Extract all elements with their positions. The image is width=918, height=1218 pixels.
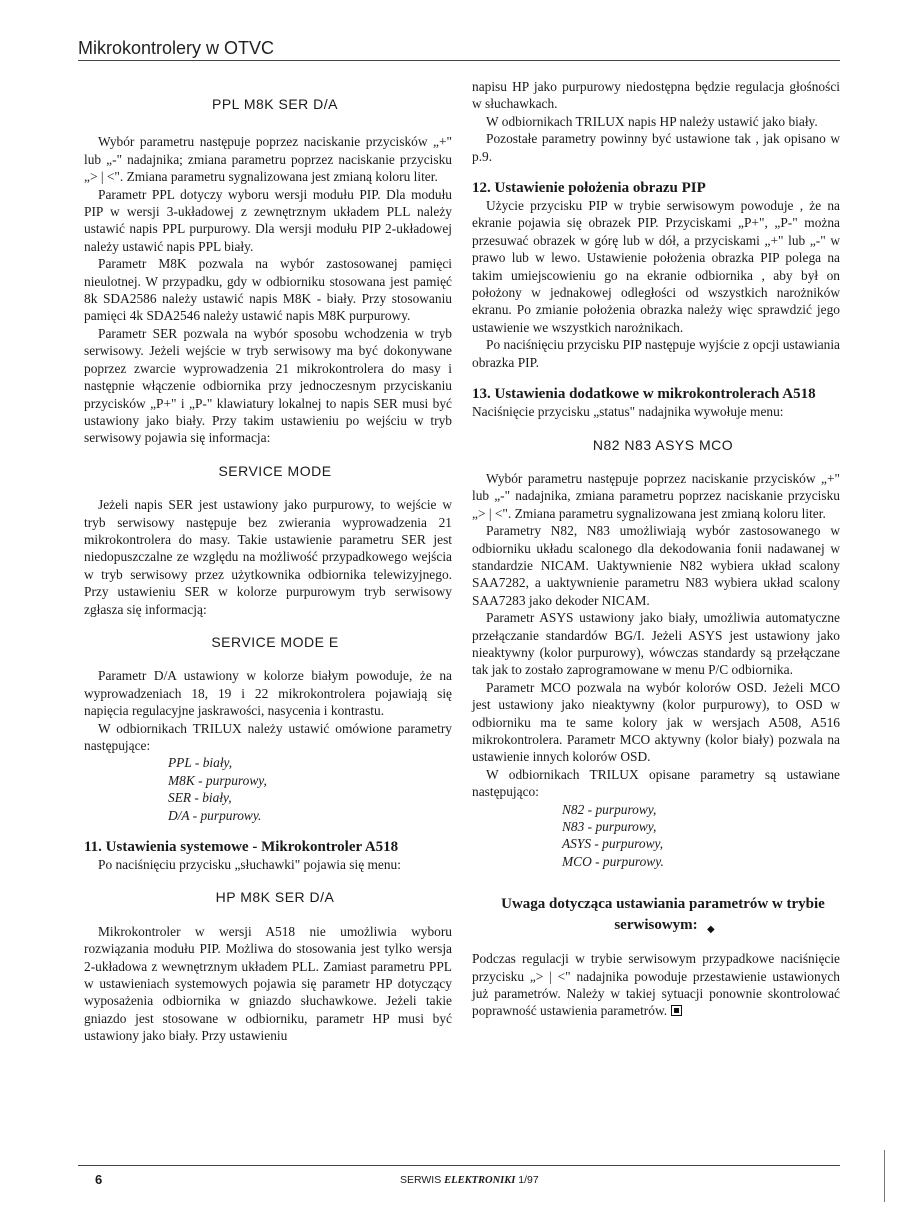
paragraph: Parametr PPL dotyczy wyboru wersji modułu PIP. Dla modułu PIP w wersji 3-układowej z zewnętrznym układem PLL należy ustawić napis PPL purpurowy. Dla wersji modułu PIP 2-układowej należy ustawić napis PPL biały. — [84, 186, 452, 254]
list-item: PPL - biały, — [168, 755, 233, 771]
paragraph: Pozostałe parametry powinny być ustawione tak , jak opisano w p.9. — [472, 131, 840, 164]
publication-name — [400, 1174, 539, 1186]
footer-rule — [78, 1165, 840, 1166]
right-column — [472, 78, 840, 1020]
publication-issue: 1/97 — [518, 1174, 539, 1186]
paragraph: napisu HP jako purpurowy niedostępna będzie regulacja głośności w słuchawkach. — [472, 79, 840, 112]
header-rule — [78, 60, 840, 61]
list-item: N82 - purpurowy, — [562, 801, 657, 817]
note-text: Podczas regulacji w trybie serwisowym przypadkowe naciśnięcie przycisku „> | <" nadajnika powoduje przestawienie ustawionych już parametrów. Należy w takiej sytuacji ponownie skontrolować poprawność ustawienia parametrów. — [472, 951, 840, 1019]
paragraph: W odbiornikach TRILUX napis HP należy ustawić jako biały. — [486, 113, 818, 129]
paragraph: Po naciśnięciu przycisku PIP następuje wyjście z opcji ustawiania obrazka PIP. — [472, 337, 840, 370]
publication-brand: ELEKTRONIKI — [444, 1175, 516, 1186]
menu-n82-n83-asys-mco: N82 N83 ASYS MCO — [592, 436, 734, 453]
paragraph: Wybór parametru następuje poprzez naciskanie przycisków „+" lub „-" nadajnika; zmiana parametru poprzez naciskanie przycisku „> | <". Zmiana parametru sygnalizowana jest zmianą koloru liter. — [84, 134, 452, 185]
paragraph: Po naciśnięciu przycisku „słuchawki" pojawia się menu: — [98, 857, 401, 873]
paragraph: Parametr ASYS ustawiony jako biały, umożliwia automatyczne przełączanie standardów BG/I. Jeżeli ASYS jest ustawiony jako nieaktywny (kolor purpurowy), wówczas standardy są przełączane tak jak to zostało zaprogramowane w menu P/C odbiornika. — [472, 610, 840, 678]
page-number: 6 — [95, 1172, 103, 1187]
paragraph: Jeżeli napis SER jest ustawiony jako purpurowy, to wejście w tryb serwisowy następuje bez zwierania wyprowadzenia 21 mikrokontrolera do masy. Takie ustawienie parametru SER jest niedopuszczalne ze względu na możliwość przypadkowego wejścia w tryb serwisowy przez użytkownika odbiornika telewizyjnego. Przy ustawieniu SER w kolorze purpurowym tryb serwisowy zgłasza się informacją: — [84, 497, 452, 617]
list-item: ASYS - purpurowy, — [562, 836, 664, 852]
list-item: N83 - purpurowy, — [562, 819, 657, 835]
note-title: Uwaga dotycząca ustawiania parametrów w trybie serwisowym: — [501, 896, 825, 934]
list-item: SER - biały, — [168, 790, 232, 806]
paragraph: Parametr MCO pozwala na wybór kolorów OSD. Jeżeli MCO jest ustawiony jako nieaktywny (kolor purpurowy), to OSD w odbiorniku ma te same kolory jak w wersjach A508, A516 mikrokontrolera. Parametr MCO aktywny (kolor biały) pozwala na ustawienie innych kolorów OSD. — [472, 679, 840, 765]
section-heading-11: 11. Ustawienia systemowe - Mikrokontroler A518 — [84, 839, 399, 856]
paragraph: Parametr SER pozwala na wybór sposobu wchodzenia w tryb serwisowy. Jeżeli wejście w tryb serwisowy ma być dokonywane poprzez zwarcie wyprowadzenia 21 mikrokontrolera do masy i następnie włączenie odbiornika przy jednoczesnym przyciskaniu przycisków „P+" i „P-" klawiatury lokalnej to napis SER musi być ustawiony jako biały. Przy takim ustawieniu po wejściu w tryb serwisowy pojawia się informacja: — [84, 325, 452, 446]
section-heading-12: 12. Ustawienie położenia obrazu PIP — [472, 180, 706, 197]
menu-ppl-m8k-ser-da: PPL M8K SER D/A — [211, 96, 339, 112]
paragraph: Wybór parametru następuje poprzez naciskanie przycisków „+" lub „-" nadajnika, zmiana parametru poprzez naciskanie przycisku „> | <". Zmiana parametru sygnalizowana jest zmianą koloru liter. — [472, 470, 840, 521]
paragraph: Naciśnięcie przycisku „status" nadajnika wywołuje menu: — [472, 404, 784, 420]
stray-bullet-icon: ◆ — [707, 924, 715, 935]
trilux-settings-list — [84, 754, 452, 824]
paragraph: W odbiornikach TRILUX opisane parametry są ustawiane następująco: — [472, 766, 840, 800]
paragraph: Parametry N82, N83 umożliwiają wybór zastosowanego w odbiorniku układu scalonego dla dekodowania fonii nadawanej w standardzie NICAM. Uaktywnienie N82 wybiera układ scalony SAA7282, a uaktywnienie parametru N83 wybiera układ scalony SAA7283 jako dekoder NICAM. — [472, 523, 840, 608]
left-column — [84, 80, 452, 1045]
paragraph: Użycie przycisku PIP w trybie serwisowym powoduje , że na ekranie pojawia się obrazek PIP. Przyciskami „P+", „P-" można przesuwać obrazek w górę lub w dół, a przyciskami „+" lub „-" w prawo lub w lewo. Ustawienie położenia obrazka PIP polega na takim umiejscowieniu go na ekranie odbiornika , aby był on położony w jednakowej odległości od wszystkich narożników ekranu. Po zmianie położenia obrazka należy więc sprawdzić jego ustawienie we wszystkich narożnikach. — [472, 198, 840, 335]
publication-prefix: SERWIS — [400, 1174, 442, 1186]
menu-service-mode-e: SERVICE MODE E — [211, 633, 339, 650]
paragraph: Parametr D/A ustawiony w kolorze białym powoduje, że na wyprowadzeniach 18, 19 i 22 mikrokontrolera pojawiają się napięcia regulacyjne jaskrawości, nasycenia i kontrastu. — [84, 668, 452, 719]
scan-edge-mark — [884, 1150, 885, 1202]
list-item: D/A - purpurowy. — [168, 807, 262, 823]
section-heading-13: 13. Ustawienia dodatkowe w mikrokontrolerach A518 — [472, 386, 816, 403]
list-item: MCO - purpurowy. — [562, 853, 664, 869]
menu-hp-m8k-ser-da: HP M8K SER D/A — [215, 889, 335, 906]
paragraph: W odbiornikach TRILUX należy ustawić omówione parametry następujące: — [84, 720, 452, 753]
note-paragraph — [472, 950, 840, 1020]
paragraph: Mikrokontroler w wersji A518 nie umożliwia wyboru rozwiązania modułu PIP. Możliwa do stosowania jest tylko wersja 2-układowa z wewnętrznym układem PLL. Zamiast parametru PPL w ustawieniach systemowych pojawia się parametr HP dotyczący wyposażenia odbiornika w gniazdo słuchawkowe. Jeżeli takie gniazdo jest stosowane w odbiorniku, parametr HP musi być ustawiony jako biały. Przy ustawieniu — [84, 923, 452, 1044]
paragraph: Parametr M8K pozwala na wybór zastosowanej pamięci nieulotnej. W przypadku, gdy w odbiorniku stosowana jest pamięć 8k SDA2586 należy ustawić napis M8K - biały. Przy stosowaniu pamięci 4k SDA2546 należy ustawić napis M8K purpurowy. — [84, 256, 452, 324]
menu-service-mode: SERVICE MODE — [218, 462, 332, 479]
list-item: M8K - purpurowy, — [168, 772, 267, 788]
running-header: Mikrokontrolery w OTVC — [78, 38, 275, 58]
end-of-article-icon — [671, 1005, 682, 1016]
trilux-settings-list-a518 — [472, 801, 840, 871]
